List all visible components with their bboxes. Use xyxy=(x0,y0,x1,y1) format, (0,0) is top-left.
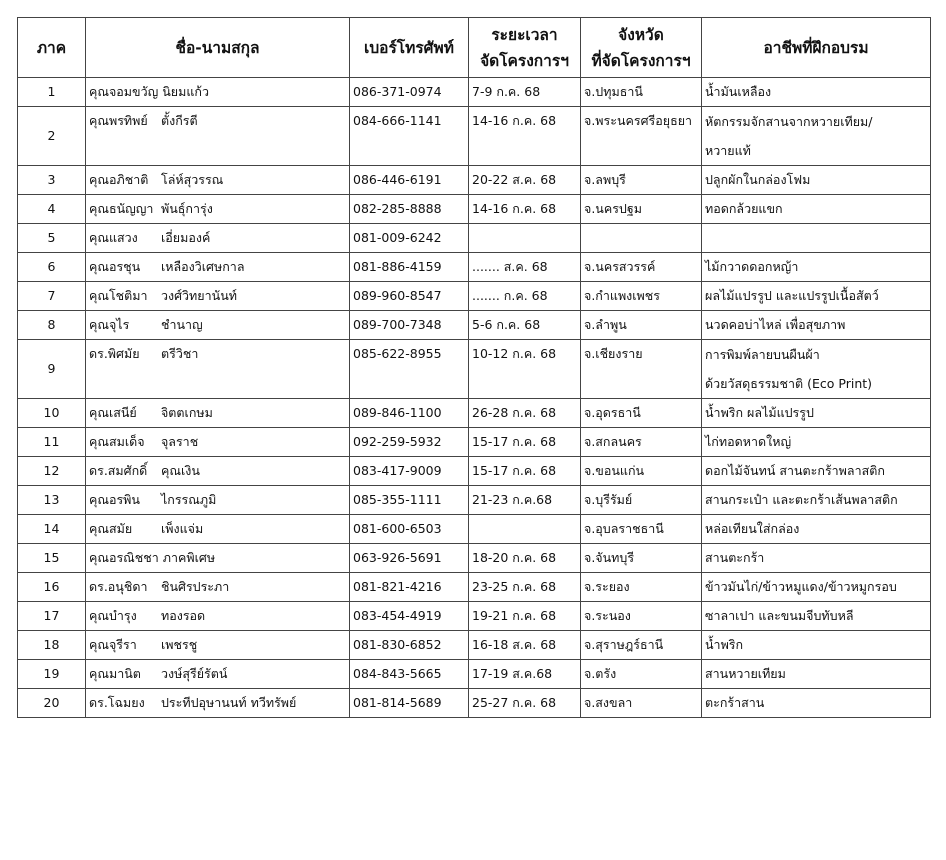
first-name: คุณโชติมา xyxy=(89,288,148,303)
name-cell xyxy=(86,689,350,718)
period-cell: 16-18 ส.ค. 68 xyxy=(469,631,581,660)
province-cell: จ.อุบลราชธานี xyxy=(581,515,702,544)
name-cell xyxy=(86,282,350,311)
name-cell xyxy=(86,107,350,166)
table-row xyxy=(18,399,931,428)
phone-cell: 092-259-5932 xyxy=(350,428,469,457)
phone-cell: 089-960-8547 xyxy=(350,282,469,311)
first-name: คุณจุไร xyxy=(89,317,130,332)
region-number-cell: 5 xyxy=(18,224,86,253)
name-cell xyxy=(86,195,350,224)
name-cell xyxy=(86,311,350,340)
phone-cell: 081-886-4159 xyxy=(350,253,469,282)
first-name: คุณมานิต xyxy=(89,666,141,681)
phone-cell: 086-446-6191 xyxy=(350,166,469,195)
region-number-cell: 16 xyxy=(18,573,86,602)
name-cell xyxy=(86,253,350,282)
occupation-cell: ปลูกผักในกล่องโฟม xyxy=(702,166,931,195)
province-cell: จ.นครปฐม xyxy=(581,195,702,224)
first-name: ดร.อนุชิดา xyxy=(89,579,148,594)
region-number-cell: 15 xyxy=(18,544,86,573)
occupation-cell: ทอดกล้วยแขก xyxy=(702,195,931,224)
name-cell xyxy=(86,631,350,660)
region-number-cell: 20 xyxy=(18,689,86,718)
name-cell xyxy=(86,660,350,689)
header-period-line2: จัดโครงการฯ xyxy=(480,51,569,70)
name-cell xyxy=(86,428,350,457)
last-name: เพชรชู xyxy=(160,637,198,652)
name-cell xyxy=(86,515,350,544)
period-cell: ....... ก.ค. 68 xyxy=(469,282,581,311)
province-cell: จ.พระนครศรีอยุธยา xyxy=(581,107,702,166)
region-number-cell: 13 xyxy=(18,486,86,515)
region-number-cell: 2 xyxy=(18,107,86,166)
region-number-cell: 18 xyxy=(18,631,86,660)
name-cell xyxy=(86,166,350,195)
period-cell: 19-21 ก.ค. 68 xyxy=(469,602,581,631)
province-cell: จ.ขอนแก่น xyxy=(581,457,702,486)
occupation-line2: หวายแท้ xyxy=(705,143,751,158)
region-number-cell: 14 xyxy=(18,515,86,544)
last-name: ภาคพิเศษ xyxy=(162,550,216,565)
occupation-cell: ไม้กวาดดอกหญ้า xyxy=(702,253,931,282)
table-row xyxy=(18,428,931,457)
region-number-cell: 7 xyxy=(18,282,86,311)
last-name: นิยมแก้ว xyxy=(162,84,209,99)
name-cell xyxy=(86,78,350,107)
period-cell: 26-28 ก.ค. 68 xyxy=(469,399,581,428)
table-row xyxy=(18,602,931,631)
table-row xyxy=(18,224,931,253)
period-cell: 23-25 ก.ค. 68 xyxy=(469,573,581,602)
occupation-line1: หัตกรรมจักสานจากหวายเทียม/ xyxy=(705,114,873,129)
province-cell: จ.ระนอง xyxy=(581,602,702,631)
first-name: คุณบำรุง xyxy=(89,608,137,623)
province-cell: จ.ลำพูน xyxy=(581,311,702,340)
province-cell: จ.กำแพงเพชร xyxy=(581,282,702,311)
province-cell: จ.นครสวรรค์ xyxy=(581,253,702,282)
table-row xyxy=(18,515,931,544)
first-name: คุณสมเด็จ xyxy=(89,434,145,449)
province-cell: จ.เชียงราย xyxy=(581,340,702,399)
period-cell: 17-19 ส.ค.68 xyxy=(469,660,581,689)
phone-cell: 089-700-7348 xyxy=(350,311,469,340)
occupation-cell: ดอกไม้จันทน์ สานตะกร้าพลาสติก xyxy=(702,457,931,486)
table-row xyxy=(18,631,931,660)
phone-cell: 063-926-5691 xyxy=(350,544,469,573)
first-name: คุณอภิชาติ xyxy=(89,172,149,187)
province-cell xyxy=(581,224,702,253)
table-row xyxy=(18,457,931,486)
first-name: คุณพรทิพย์ xyxy=(89,113,148,128)
region-number-cell: 19 xyxy=(18,660,86,689)
period-cell: 14-16 ก.ค. 68 xyxy=(469,195,581,224)
phone-cell: 086-371-0974 xyxy=(350,78,469,107)
occupation-cell: ผลไม้แปรรูป และแปรรูปเนื้อสัตว์ xyxy=(702,282,931,311)
period-cell: 20-22 ส.ค. 68 xyxy=(469,166,581,195)
table-row xyxy=(18,544,931,573)
phone-cell: 081-830-6852 xyxy=(350,631,469,660)
phone-cell: 081-600-6503 xyxy=(350,515,469,544)
first-name: คุณจุรีรา xyxy=(89,637,137,652)
first-name: คุณอรพิน xyxy=(89,492,140,507)
training-table-container xyxy=(17,17,930,718)
table-header-row xyxy=(18,18,931,78)
province-cell: จ.ระยอง xyxy=(581,573,702,602)
province-cell: จ.บุรีรัมย์ xyxy=(581,486,702,515)
period-cell: 5-6 ก.ค. 68 xyxy=(469,311,581,340)
table-row xyxy=(18,486,931,515)
phone-cell: 082-285-8888 xyxy=(350,195,469,224)
header-province xyxy=(581,18,702,78)
province-cell: จ.อุดรธานี xyxy=(581,399,702,428)
table-row xyxy=(18,166,931,195)
period-cell xyxy=(469,224,581,253)
occupation-cell: สานหวายเทียม xyxy=(702,660,931,689)
first-name: คุณอรชุน xyxy=(89,259,141,274)
phone-cell: 085-622-8955 xyxy=(350,340,469,399)
period-cell: 14-16 ก.ค. 68 xyxy=(469,107,581,166)
period-cell: 21-23 ก.ค.68 xyxy=(469,486,581,515)
occupation-cell: ตะกร้าสาน xyxy=(702,689,931,718)
header-name: ชื่อ-นามสกุล xyxy=(86,18,350,78)
table-row xyxy=(18,107,931,166)
region-number-cell: 11 xyxy=(18,428,86,457)
period-cell: 18-20 ก.ค. 68 xyxy=(469,544,581,573)
table-row xyxy=(18,311,931,340)
training-table xyxy=(17,17,931,718)
occupation-cell: สานตะกร้า xyxy=(702,544,931,573)
occupation-line2: ด้วยวัสดุธรรมชาติ (Eco Print) xyxy=(705,376,873,391)
table-row xyxy=(18,253,931,282)
last-name: วงษ์สุรีย์รัตน์ xyxy=(160,666,228,681)
table-row xyxy=(18,282,931,311)
header-occupation: อาชีพที่ฝึกอบรม xyxy=(702,18,931,78)
last-name: ไกรรณภูมิ xyxy=(160,492,217,507)
table-row xyxy=(18,195,931,224)
province-cell: จ.ปทุมธานี xyxy=(581,78,702,107)
last-name: ทองรอด xyxy=(160,608,206,623)
occupation-cell: หล่อเทียนใส่กล่อง xyxy=(702,515,931,544)
name-cell xyxy=(86,340,350,399)
name-cell xyxy=(86,224,350,253)
occupation-cell: น้ำพริก ผลไม้แปรรูป xyxy=(702,399,931,428)
phone-cell: 083-454-4919 xyxy=(350,602,469,631)
last-name: ตั้งกีรตี xyxy=(160,113,198,128)
first-name: ดร.พิศมัย xyxy=(89,346,140,361)
first-name: ดร.โฉมยง xyxy=(89,695,145,710)
province-cell: จ.สงขลา xyxy=(581,689,702,718)
province-cell: จ.สุราษฎร์ธานี xyxy=(581,631,702,660)
region-number-cell: 6 xyxy=(18,253,86,282)
occupation-cell xyxy=(702,224,931,253)
period-cell: 15-17 ก.ค. 68 xyxy=(469,457,581,486)
period-cell: 10-12 ก.ค. 68 xyxy=(469,340,581,399)
first-name: คุณอรณิชชา xyxy=(89,550,159,565)
first-name: คุณแสวง xyxy=(89,230,138,245)
table-row xyxy=(18,660,931,689)
period-cell: 25-27 ก.ค. 68 xyxy=(469,689,581,718)
header-province-line1: จังหวัด xyxy=(618,25,664,44)
last-name: ตรีวิชา xyxy=(160,346,199,361)
last-name: โล่ห์สุวรรณ xyxy=(160,172,224,187)
table-row xyxy=(18,340,931,399)
header-phone: เบอร์โทรศัพท์ xyxy=(350,18,469,78)
occupation-cell xyxy=(702,107,931,166)
region-number-cell: 17 xyxy=(18,602,86,631)
province-cell: จ.จันทบุรี xyxy=(581,544,702,573)
period-cell: 7-9 ก.ค. 68 xyxy=(469,78,581,107)
last-name: ชำนาญ xyxy=(160,317,203,332)
province-cell: จ.สกลนคร xyxy=(581,428,702,457)
occupation-line1: การพิมพ์ลายบนผืนผ้า xyxy=(705,347,820,362)
region-number-cell: 1 xyxy=(18,78,86,107)
table-row xyxy=(18,573,931,602)
name-cell xyxy=(86,457,350,486)
first-name: คุณสมัย xyxy=(89,521,133,536)
region-number-cell: 4 xyxy=(18,195,86,224)
occupation-cell: ข้าวมันไก่/ข้าวหมูแดง/ข้าวหมูกรอบ xyxy=(702,573,931,602)
occupation-cell: สานกระเป๋า และตะกร้าเส้นพลาสติก xyxy=(702,486,931,515)
table-row xyxy=(18,78,931,107)
table-body xyxy=(18,78,931,718)
occupation-cell: ไก่ทอดหาดใหญ่ xyxy=(702,428,931,457)
last-name: จุลราช xyxy=(160,434,199,449)
last-name: ประทีปอุษานนท์ ทวีทรัพย์ xyxy=(160,695,297,710)
occupation-cell: นวดคอบ่าไหล่ เพื่อสุขภาพ xyxy=(702,311,931,340)
first-name: ดร.สมศักดิ์ xyxy=(89,463,148,478)
header-period xyxy=(469,18,581,78)
last-name: ชินศิรประภา xyxy=(160,579,230,594)
header-region: ภาค xyxy=(18,18,86,78)
region-number-cell: 10 xyxy=(18,399,86,428)
name-cell xyxy=(86,486,350,515)
period-cell: 15-17 ก.ค. 68 xyxy=(469,428,581,457)
region-number-cell: 12 xyxy=(18,457,86,486)
header-period-line1: ระยะเวลา xyxy=(491,25,558,44)
phone-cell: 084-843-5665 xyxy=(350,660,469,689)
phone-cell: 084-666-1141 xyxy=(350,107,469,166)
header-province-line2: ที่จัดโครงการฯ xyxy=(591,51,691,70)
region-number-cell: 3 xyxy=(18,166,86,195)
name-cell xyxy=(86,573,350,602)
first-name: คุณจอมขวัญ xyxy=(89,84,159,99)
last-name: เพ็งแจ่ม xyxy=(160,521,204,536)
occupation-cell xyxy=(702,340,931,399)
phone-cell: 081-821-4216 xyxy=(350,573,469,602)
phone-cell: 081-814-5689 xyxy=(350,689,469,718)
last-name: วงศ์วิทยานันท์ xyxy=(160,288,237,303)
occupation-cell: น้ำมันเหลือง xyxy=(702,78,931,107)
region-number-cell: 9 xyxy=(18,340,86,399)
period-cell xyxy=(469,515,581,544)
first-name: คุณธนัญญา xyxy=(89,201,154,216)
last-name: จิตตเกษม xyxy=(160,405,213,420)
province-cell: จ.ตรัง xyxy=(581,660,702,689)
last-name: พันธุ์การุ่ง xyxy=(160,201,213,216)
last-name: เหลืองวิเศษกาล xyxy=(160,259,245,274)
name-cell xyxy=(86,544,350,573)
region-number-cell: 8 xyxy=(18,311,86,340)
table-row xyxy=(18,689,931,718)
last-name: คุณเงิน xyxy=(160,463,200,478)
occupation-cell: ซาลาเปา และขนมจีบทับหลี xyxy=(702,602,931,631)
last-name: เอี่ยมองค์ xyxy=(160,230,211,245)
occupation-cell: น้ำพริก xyxy=(702,631,931,660)
period-cell: ....... ส.ค. 68 xyxy=(469,253,581,282)
phone-cell: 083-417-9009 xyxy=(350,457,469,486)
phone-cell: 085-355-1111 xyxy=(350,486,469,515)
first-name: คุณเสนีย์ xyxy=(89,405,137,420)
phone-cell: 081-009-6242 xyxy=(350,224,469,253)
province-cell: จ.ลพบุรี xyxy=(581,166,702,195)
name-cell xyxy=(86,602,350,631)
phone-cell: 089-846-1100 xyxy=(350,399,469,428)
name-cell xyxy=(86,399,350,428)
